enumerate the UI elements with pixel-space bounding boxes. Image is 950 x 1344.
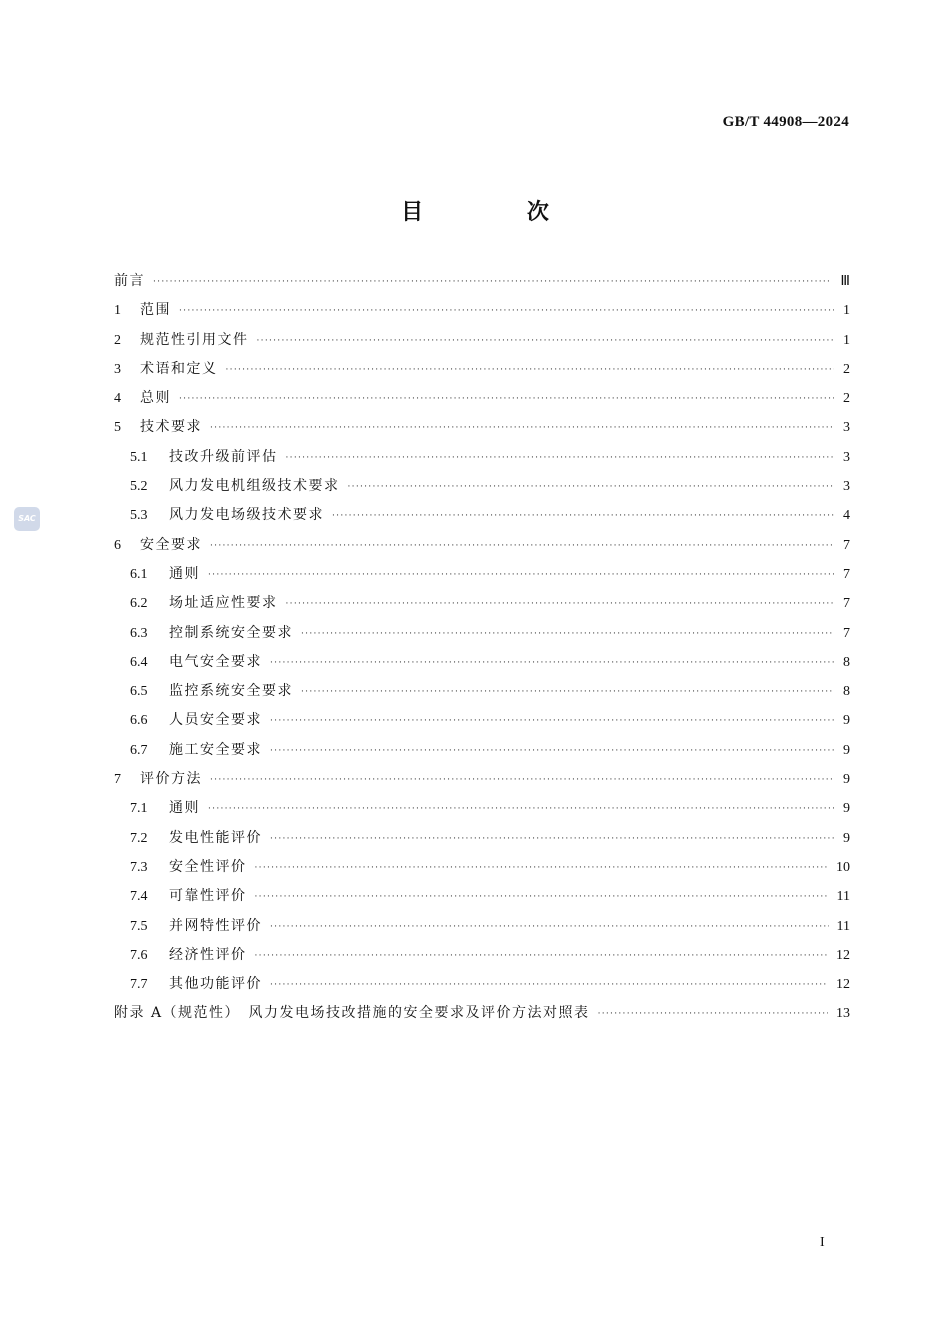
toc-entry-number: 7.4	[130, 889, 148, 905]
toc-entry[interactable]	[114, 534, 850, 563]
toc-entry-page: 8	[843, 654, 850, 670]
toc-entry[interactable]	[114, 797, 850, 826]
toc-entry[interactable]	[114, 856, 850, 885]
toc-entry-label: 经济性评价	[169, 946, 247, 963]
toc-dot-leader	[301, 687, 834, 697]
toc-entry-label: 通则	[169, 800, 200, 817]
toc-entry-label: 施工安全要求	[169, 741, 262, 758]
toc-entry-number: 5.2	[130, 479, 148, 495]
toc-entry[interactable]	[114, 739, 850, 768]
toc-entry-label: 通则	[169, 565, 200, 582]
toc-entry[interactable]	[114, 680, 850, 709]
toc-entry-page: 9	[843, 742, 850, 758]
toc-dot-leader	[179, 394, 834, 404]
toc-entry-page: Ⅲ	[840, 274, 850, 289]
toc-dot-leader	[255, 951, 829, 961]
toc-dot-leader	[210, 775, 834, 785]
toc-entry-label: 附录 A（规范性） 风力发电场技改措施的安全要求及评价方法对照表	[114, 1005, 590, 1022]
toc-entry-label: 技改升级前评估	[169, 448, 278, 465]
toc-dot-leader	[332, 511, 834, 521]
toc-entry[interactable]	[114, 358, 850, 387]
toc-entry[interactable]	[114, 270, 850, 299]
toc-entry-page: 2	[843, 361, 850, 377]
toc-entry-number: 6.6	[130, 713, 148, 729]
toc-entry-page: 7	[843, 537, 850, 553]
toc-entry-page: 3	[843, 420, 850, 436]
toc-entry-page: 10	[836, 859, 850, 875]
toc-dot-leader	[257, 336, 835, 346]
toc-entry-page: 9	[843, 713, 850, 729]
toc-entry[interactable]	[114, 885, 850, 914]
toc-dot-leader	[270, 834, 834, 844]
toc-entry[interactable]	[114, 973, 850, 1002]
toc-entry-page: 11	[836, 918, 850, 934]
toc-dot-leader	[270, 746, 834, 756]
toc-entry-label: 评价方法	[140, 771, 202, 788]
toc-dot-leader	[270, 922, 829, 932]
toc-entry-page: 9	[843, 772, 850, 788]
toc-dot-leader	[270, 980, 828, 990]
toc-dot-leader	[286, 453, 835, 463]
toc-entry-page: 7	[843, 596, 850, 612]
toc-entry-label: 发电性能评价	[169, 829, 262, 846]
toc-entry-number: 6.4	[130, 654, 148, 670]
toc-entry[interactable]	[114, 563, 850, 592]
toc-entry[interactable]	[114, 944, 850, 973]
page-title: 目 次	[401, 200, 597, 225]
toc-entry-label: 监控系统安全要求	[169, 683, 293, 700]
toc-entry-label: 场址适应性要求	[169, 595, 278, 612]
toc-entry-number: 7.3	[130, 859, 148, 875]
toc-entry-label: 其他功能评价	[169, 976, 262, 993]
toc-entry-page: 3	[843, 479, 850, 495]
toc-entry-page: 12	[836, 977, 850, 993]
toc-dot-leader	[210, 541, 834, 551]
toc-entry-number: 5.3	[130, 508, 148, 524]
toc-entry[interactable]	[114, 709, 850, 738]
toc-entry-number: 4	[114, 391, 121, 407]
toc-entry-label: 范围	[140, 302, 171, 319]
toc-entry[interactable]	[114, 446, 850, 475]
toc-entry[interactable]	[114, 827, 850, 856]
toc-entry[interactable]	[114, 387, 850, 416]
toc-entry[interactable]	[114, 299, 850, 328]
toc-entry-number: 7.5	[130, 918, 148, 934]
toc-entry-page: 3	[843, 449, 850, 465]
toc-entry-page: 1	[843, 332, 850, 348]
toc-entry-page: 9	[843, 830, 850, 846]
toc-entry-label: 术语和定义	[140, 360, 218, 377]
sac-watermark-logo: SAC	[14, 507, 40, 531]
toc-entry-label: 规范性引用文件	[140, 331, 249, 348]
toc-entry-label: 安全性评价	[169, 858, 247, 875]
toc-dot-leader	[301, 629, 834, 639]
toc-dot-leader	[210, 423, 834, 433]
toc-entry-number: 7.2	[130, 830, 148, 846]
toc-entry-label: 安全要求	[140, 536, 202, 553]
toc-entry[interactable]	[114, 1002, 850, 1031]
toc-entry-label: 总则	[140, 390, 171, 407]
toc-entry-label: 可靠性评价	[169, 888, 247, 905]
toc-entry-number: 2	[114, 332, 121, 348]
toc-dot-leader	[270, 658, 834, 668]
toc-dot-leader	[255, 892, 829, 902]
toc-dot-leader	[208, 804, 834, 814]
toc-entry-label: 人员安全要求	[169, 712, 262, 729]
toc-dot-leader	[270, 716, 834, 726]
toc-dot-leader	[598, 1009, 828, 1019]
toc-dot-leader	[226, 365, 835, 375]
toc-entry-label: 技术要求	[140, 419, 202, 436]
toc-entry-page: 2	[843, 391, 850, 407]
standard-code: GB/T 44908—2024	[722, 114, 849, 130]
toc-entry-number: 1	[114, 303, 121, 319]
toc-entry-number: 5	[114, 420, 121, 436]
toc-entry-number: 6.2	[130, 596, 148, 612]
toc-dot-leader	[208, 570, 834, 580]
toc-dot-leader	[153, 277, 832, 287]
toc-entry-page: 12	[836, 947, 850, 963]
toc-entry[interactable]	[114, 622, 850, 651]
toc-entry[interactable]	[114, 592, 850, 621]
toc-entry[interactable]	[114, 475, 850, 504]
toc-entry[interactable]	[114, 504, 850, 533]
toc-entry[interactable]	[114, 768, 850, 797]
toc-entry[interactable]	[114, 915, 850, 944]
toc-entry-number: 6.3	[130, 625, 148, 641]
toc-entry-number: 5.1	[130, 449, 148, 465]
toc-entry-page: 11	[836, 889, 850, 905]
footer-page-number: I	[820, 1235, 825, 1250]
toc-entry-label: 前言	[114, 273, 145, 289]
toc-entry-label: 控制系统安全要求	[169, 624, 293, 641]
toc-entry-number: 6.7	[130, 742, 148, 758]
toc-dot-leader	[179, 306, 834, 316]
toc-dot-leader	[286, 599, 835, 609]
toc-entry[interactable]	[114, 651, 850, 680]
toc-entry-page: 13	[836, 1006, 850, 1022]
toc-dot-leader	[255, 863, 829, 873]
toc-entry-label: 并网特性评价	[169, 917, 262, 934]
toc-entry-page: 7	[843, 566, 850, 582]
toc-entry-page: 7	[843, 625, 850, 641]
toc-entry-label: 风力发电场级技术要求	[169, 507, 324, 524]
toc-entry-number: 6.5	[130, 684, 148, 700]
toc-entry-number: 7.6	[130, 947, 148, 963]
toc-entry-label: 风力发电机组级技术要求	[169, 478, 340, 495]
toc-entry[interactable]	[114, 329, 850, 358]
table-of-contents	[114, 270, 850, 1032]
toc-entry-number: 3	[114, 361, 121, 377]
toc-dot-leader	[348, 482, 835, 492]
toc-entry-page: 9	[843, 801, 850, 817]
toc-entry-page: 1	[843, 303, 850, 319]
toc-entry-page: 8	[843, 684, 850, 700]
toc-entry-number: 6.1	[130, 566, 148, 582]
toc-entry-number: 7.7	[130, 977, 148, 993]
toc-entry-number: 7.1	[130, 801, 148, 817]
toc-entry-page: 4	[843, 508, 850, 524]
toc-entry-label: 电气安全要求	[169, 653, 262, 670]
toc-entry[interactable]	[114, 416, 850, 445]
toc-entry-number: 7	[114, 772, 121, 788]
toc-entry-number: 6	[114, 537, 121, 553]
